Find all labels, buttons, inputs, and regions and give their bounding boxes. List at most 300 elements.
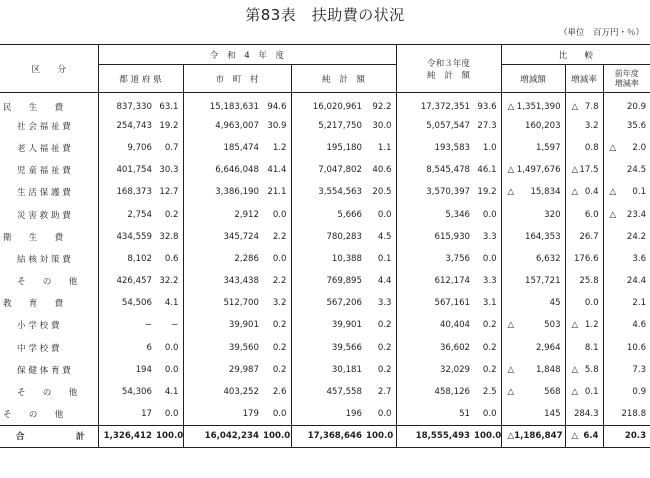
cell-prev-value: 2.0 <box>632 142 647 153</box>
cell-pref-pct: 100.0 <box>156 425 183 447</box>
cell-prev <box>603 226 650 248</box>
header-category: 区 分 <box>0 45 98 93</box>
cell-diff <box>501 115 565 137</box>
table-row <box>0 248 650 270</box>
cell-net-pct: 2.7 <box>377 387 392 398</box>
row-label <box>0 181 98 203</box>
cell-rate-value: 3.2 <box>584 120 599 131</box>
decrease-triangle-icon: △ <box>507 187 515 198</box>
cell-pref: 837,330 <box>98 93 156 115</box>
cell-rate <box>565 203 603 225</box>
cell-diff-value: 6,632 <box>535 253 561 264</box>
cell-diff-value: 160,203 <box>525 120 561 131</box>
cell-muni-pct: 0.2 <box>272 320 287 331</box>
cell-prev <box>603 115 650 137</box>
cell-rate-value: 17.5 <box>579 165 599 176</box>
cell-pref: 254,743 <box>98 115 156 137</box>
cell-diff <box>501 314 565 336</box>
cell-rate-value: 0.1 <box>584 387 599 398</box>
cell-r3-pct: 0.0 <box>482 253 497 264</box>
cell-prev <box>603 381 650 403</box>
row-label-text: そ の 他 <box>17 388 78 399</box>
cell-muni-pct: 0.0 <box>272 209 287 220</box>
cell-rate <box>565 248 603 270</box>
cell-rate <box>565 115 603 137</box>
header-net: 純 計 額 <box>291 65 396 93</box>
cell-rate-value: 0.0 <box>584 298 599 309</box>
row-label-text: 児 童 福 祉 費 <box>17 166 71 177</box>
cell-rate-value: 7.8 <box>584 101 599 112</box>
header-compare: 比 較 <box>501 45 650 65</box>
cell-net: 39,901 <box>291 314 366 336</box>
cell-prev-value: 3.6 <box>632 253 647 264</box>
cell-net: 195,180 <box>291 137 366 159</box>
cell-r3-pct: 3.1 <box>482 298 497 309</box>
cell-muni-pct: 2.2 <box>272 276 287 287</box>
cell-muni-pct: 21.1 <box>267 187 287 198</box>
cell-muni: 2,286 <box>183 248 263 270</box>
cell-diff <box>501 403 565 425</box>
cell-r3: 18,555,493 <box>396 425 474 447</box>
cell-diff-value: 157,721 <box>525 276 561 287</box>
header-diff: 増減額 <box>501 65 565 93</box>
header-r3 <box>396 45 501 93</box>
header-prev-rate <box>603 65 650 93</box>
decrease-triangle-icon: △ <box>571 320 579 331</box>
cell-r3-pct: 1.0 <box>482 142 497 153</box>
row-label-text: 中 学 校 費 <box>17 343 60 354</box>
cell-rate <box>565 403 603 425</box>
cell-muni-pct: 3.2 <box>272 298 287 309</box>
cell-diff <box>501 381 565 403</box>
table-row <box>0 403 650 425</box>
row-label <box>0 403 98 425</box>
cell-r3: 567,161 <box>396 292 474 314</box>
decrease-triangle-icon: △ <box>609 209 617 220</box>
cell-pref-pct: 63.1 <box>159 101 179 112</box>
cell-net-pct: 30.0 <box>372 120 392 131</box>
cell-net: 5,666 <box>291 203 366 225</box>
cell-rate <box>565 181 603 203</box>
row-label <box>0 203 98 225</box>
cell-rate-value: 26.7 <box>579 231 599 242</box>
cell-muni-pct: 30.9 <box>267 120 287 131</box>
decrease-triangle-icon: △ <box>571 187 579 198</box>
cell-r3: 5,057,547 <box>396 115 474 137</box>
cell-muni: 29,987 <box>183 359 263 381</box>
cell-prev <box>603 137 650 159</box>
table-row <box>0 381 650 403</box>
row-label-text: そ の 他 <box>3 409 64 420</box>
cell-r3: 36,602 <box>396 337 474 359</box>
row-label-text: 保 健 体 育 費 <box>17 365 71 376</box>
cell-pref-pct: 4.1 <box>164 387 179 398</box>
cell-pref-pct: 0.6 <box>164 253 179 264</box>
cell-r3: 193,583 <box>396 137 474 159</box>
cell-muni: 39,901 <box>183 314 263 336</box>
cell-rate <box>565 292 603 314</box>
cell-pref-pct: 0.2 <box>164 209 179 220</box>
row-label <box>0 359 98 381</box>
cell-pref: 168,373 <box>98 181 156 203</box>
cell-net-pct: 0.1 <box>377 253 392 264</box>
cell-pref: 401,754 <box>98 159 156 181</box>
cell-pref: 2,754 <box>98 203 156 225</box>
decrease-triangle-icon: △ <box>507 320 515 331</box>
cell-r3: 612,174 <box>396 270 474 292</box>
cell-rate <box>565 137 603 159</box>
cell-pref-pct: 19.2 <box>159 120 179 131</box>
cell-prev-value: 24.5 <box>626 165 647 176</box>
cell-prev-value: 7.3 <box>632 364 647 375</box>
row-label-text: 合 計 <box>15 432 85 443</box>
cell-net-pct: 0.2 <box>377 320 392 331</box>
cell-pref-pct: 0.0 <box>164 408 179 419</box>
table-row <box>0 93 650 115</box>
header-prev-rate-line1: 前年度 <box>614 68 639 78</box>
cell-muni-pct: 41.4 <box>267 165 287 176</box>
cell-net-pct: 4.4 <box>377 276 392 287</box>
table-row <box>0 137 650 159</box>
decrease-triangle-icon: △ <box>571 101 579 112</box>
table-row <box>0 314 650 336</box>
cell-muni-pct: 100.0 <box>263 425 291 447</box>
header-rate: 増減率 <box>565 65 603 93</box>
cell-pref: 426,457 <box>98 270 156 292</box>
cell-pref-pct: 0.0 <box>164 342 179 353</box>
cell-net: 39,566 <box>291 337 366 359</box>
cell-pref: 9,706 <box>98 137 156 159</box>
cell-net-pct: 1.1 <box>377 142 392 153</box>
cell-net: 3,554,563 <box>291 181 366 203</box>
cell-net: 30,181 <box>291 359 366 381</box>
assistance-expense-table <box>0 44 650 448</box>
decrease-triangle-icon: △ <box>507 364 515 375</box>
total-row <box>0 425 650 447</box>
cell-diff-value: 1,497,676 <box>516 165 561 176</box>
cell-pref: 8,102 <box>98 248 156 270</box>
header-r4: 令 和 4 年 度 <box>98 45 396 65</box>
cell-net: 769,895 <box>291 270 366 292</box>
cell-diff-value: 164,353 <box>525 231 561 242</box>
cell-muni-pct: 0.0 <box>272 408 287 419</box>
cell-diff-value: 45 <box>549 298 561 309</box>
cell-net: 10,388 <box>291 248 366 270</box>
cell-muni: 343,438 <box>183 270 263 292</box>
cell-prev-value: 24.4 <box>626 276 647 287</box>
table-row <box>0 203 650 225</box>
cell-prev-value: 2.1 <box>632 298 647 309</box>
cell-diff <box>501 337 565 359</box>
cell-diff <box>501 359 565 381</box>
row-label <box>0 93 98 115</box>
cell-muni-pct: 1.2 <box>272 142 287 153</box>
cell-net: 457,558 <box>291 381 366 403</box>
cell-net: 16,020,961 <box>291 93 366 115</box>
cell-pref-pct: 0.7 <box>164 142 179 153</box>
cell-r3: 458,126 <box>396 381 474 403</box>
row-label <box>0 425 98 447</box>
cell-r3-pct: 93.6 <box>477 101 497 112</box>
cell-muni-pct: 0.2 <box>272 342 287 353</box>
table-title: 第83表 扶助費の状況 <box>245 6 405 24</box>
cell-net-pct: 3.3 <box>377 298 392 309</box>
cell-prev <box>603 314 650 336</box>
cell-net: 780,283 <box>291 226 366 248</box>
row-label-text: 小 学 校 費 <box>17 321 60 332</box>
cell-prev-value: 0.1 <box>632 187 647 198</box>
row-label-text: 災 害 救 助 費 <box>17 210 71 221</box>
row-label-text: 民 生 費 <box>3 102 64 113</box>
cell-prev-value: 23.4 <box>626 209 647 220</box>
row-label <box>0 314 98 336</box>
cell-diff <box>501 226 565 248</box>
cell-diff <box>501 181 565 203</box>
decrease-triangle-icon: △ <box>507 431 515 442</box>
cell-pref-pct: 32.2 <box>159 276 179 287</box>
cell-net: 196 <box>291 403 366 425</box>
row-label-text: 教 育 費 <box>3 299 64 310</box>
cell-diff-value: 145 <box>544 408 561 419</box>
row-label <box>0 115 98 137</box>
cell-muni: 2,912 <box>183 203 263 225</box>
cell-net-pct: 0.2 <box>377 342 392 353</box>
decrease-triangle-icon: △ <box>571 431 579 442</box>
cell-pref-pct: − <box>171 320 179 331</box>
cell-prev-value: 24.2 <box>626 231 647 242</box>
cell-rate <box>565 270 603 292</box>
cell-diff <box>501 159 565 181</box>
cell-muni-pct: 94.6 <box>267 101 287 112</box>
cell-r3-pct: 46.1 <box>477 165 497 176</box>
cell-prev-value: 20.3 <box>624 431 647 442</box>
cell-muni: 15,183,631 <box>183 93 263 115</box>
cell-net-pct: 20.5 <box>372 187 392 198</box>
cell-pref: 194 <box>98 359 156 381</box>
cell-r3-pct: 2.5 <box>482 387 497 398</box>
unit-note: （単位 百万円・％） <box>558 28 644 38</box>
table-row <box>0 159 650 181</box>
cell-rate <box>565 93 603 115</box>
cell-r3: 32,029 <box>396 359 474 381</box>
header-r3-line2: 純 計 額 <box>427 70 471 81</box>
row-label <box>0 137 98 159</box>
cell-pref: 434,559 <box>98 226 156 248</box>
cell-rate <box>565 314 603 336</box>
cell-net: 17,368,646 <box>291 425 366 447</box>
cell-net-pct: 0.0 <box>377 408 392 419</box>
row-label <box>0 159 98 181</box>
cell-r3-pct: 100.0 <box>474 425 501 447</box>
cell-prev-value: 218.8 <box>621 408 647 419</box>
cell-rate <box>565 159 603 181</box>
cell-rate <box>565 381 603 403</box>
cell-rate <box>565 425 603 447</box>
decrease-triangle-icon: △ <box>571 387 579 398</box>
cell-pref-pct: 12.7 <box>159 187 179 198</box>
cell-muni: 16,042,234 <box>183 425 263 447</box>
cell-rate-value: 284.3 <box>573 408 599 419</box>
cell-net-pct: 92.2 <box>372 101 392 112</box>
row-label-text: 衛 生 費 <box>3 232 64 243</box>
cell-r3: 615,930 <box>396 226 474 248</box>
cell-net-pct: 100.0 <box>366 425 396 447</box>
cell-diff <box>501 270 565 292</box>
cell-rate <box>565 359 603 381</box>
row-label-text: そ の 他 <box>17 277 78 288</box>
decrease-triangle-icon: △ <box>507 387 515 398</box>
cell-prev-value: 35.6 <box>626 120 647 131</box>
cell-diff-value: 1,186,847 <box>514 431 563 442</box>
decrease-triangle-icon: △ <box>609 187 617 198</box>
cell-diff-value: 2,964 <box>535 342 561 353</box>
cell-diff-value: 568 <box>544 387 561 398</box>
table-row <box>0 337 650 359</box>
cell-diff <box>501 93 565 115</box>
cell-r3-pct: 0.2 <box>482 364 497 375</box>
cell-diff-value: 1,848 <box>535 364 561 375</box>
row-label <box>0 270 98 292</box>
cell-prev <box>603 93 650 115</box>
cell-prev-value: 20.9 <box>626 101 647 112</box>
cell-rate-value: 8.1 <box>584 342 599 353</box>
cell-rate-value: 6.4 <box>583 431 599 442</box>
cell-prev <box>603 159 650 181</box>
header-muni: 市 町 村 <box>183 65 291 93</box>
cell-rate-value: 25.8 <box>579 276 599 287</box>
cell-diff <box>501 137 565 159</box>
row-label-text: 生 活 保 護 費 <box>17 188 71 199</box>
cell-prev <box>603 403 650 425</box>
cell-muni: 6,646,048 <box>183 159 263 181</box>
cell-muni-pct: 2.6 <box>272 387 287 398</box>
cell-pref: 54,306 <box>98 381 156 403</box>
header-r3-line1: 令和３年度 <box>427 58 471 69</box>
row-label <box>0 381 98 403</box>
cell-prev <box>603 270 650 292</box>
cell-diff <box>501 292 565 314</box>
cell-r3: 5,346 <box>396 203 474 225</box>
cell-r3-pct: 0.2 <box>482 320 497 331</box>
cell-muni: 39,560 <box>183 337 263 359</box>
cell-r3: 17,372,351 <box>396 93 474 115</box>
cell-rate-value: 5.8 <box>584 364 599 375</box>
cell-muni: 512,700 <box>183 292 263 314</box>
cell-rate-value: 0.8 <box>584 142 599 153</box>
cell-net-pct: 0.0 <box>377 209 392 220</box>
cell-prev <box>603 292 650 314</box>
row-label <box>0 292 98 314</box>
cell-rate-value: 6.0 <box>584 209 599 220</box>
table-row <box>0 292 650 314</box>
cell-pref: 17 <box>98 403 156 425</box>
cell-muni-pct: 2.2 <box>272 231 287 242</box>
cell-diff <box>501 203 565 225</box>
cell-prev-value: 0.9 <box>632 387 647 398</box>
cell-net-pct: 4.5 <box>377 231 392 242</box>
cell-muni: 179 <box>183 403 263 425</box>
cell-diff <box>501 425 565 447</box>
cell-pref: 6 <box>98 337 156 359</box>
cell-r3-pct: 19.2 <box>477 187 497 198</box>
cell-muni-pct: 0.0 <box>272 253 287 264</box>
cell-net: 567,206 <box>291 292 366 314</box>
table-row <box>0 359 650 381</box>
cell-net: 5,217,750 <box>291 115 366 137</box>
cell-pref-pct: 4.1 <box>164 298 179 309</box>
cell-r3-pct: 0.0 <box>482 209 497 220</box>
decrease-triangle-icon: △ <box>507 165 515 176</box>
table-row <box>0 115 650 137</box>
cell-net-pct: 0.2 <box>377 364 392 375</box>
cell-prev <box>603 337 650 359</box>
cell-prev <box>603 248 650 270</box>
cell-rate-value: 0.4 <box>584 187 599 198</box>
cell-pref: − <box>98 314 156 336</box>
decrease-triangle-icon: △ <box>507 101 515 112</box>
cell-r3: 40,404 <box>396 314 474 336</box>
header-pref: 都 道 府 県 <box>98 65 183 93</box>
cell-pref-pct: 32.8 <box>159 231 179 242</box>
cell-rate-value: 176.6 <box>573 253 599 264</box>
cell-r3-pct: 0.0 <box>482 408 497 419</box>
cell-pref: 1,326,412 <box>98 425 156 447</box>
cell-r3: 3,570,397 <box>396 181 474 203</box>
decrease-triangle-icon: △ <box>609 142 617 153</box>
cell-pref-pct: 0.0 <box>164 364 179 375</box>
cell-muni: 345,724 <box>183 226 263 248</box>
table-row <box>0 270 650 292</box>
cell-diff-value: 503 <box>544 320 561 331</box>
cell-prev <box>603 181 650 203</box>
cell-prev <box>603 425 650 447</box>
cell-diff-value: 15,834 <box>530 187 561 198</box>
row-label <box>0 337 98 359</box>
cell-prev <box>603 203 650 225</box>
cell-prev <box>603 359 650 381</box>
cell-diff-value: 1,351,390 <box>516 101 561 112</box>
cell-muni: 403,252 <box>183 381 263 403</box>
cell-rate <box>565 337 603 359</box>
cell-diff-value: 320 <box>544 209 561 220</box>
cell-r3: 3,756 <box>396 248 474 270</box>
cell-r3-pct: 3.3 <box>482 276 497 287</box>
cell-net-pct: 40.6 <box>372 165 392 176</box>
cell-diff-value: 1,597 <box>535 142 561 153</box>
cell-pref: 54,506 <box>98 292 156 314</box>
cell-muni-pct: 0.2 <box>272 364 287 375</box>
cell-prev-value: 10.6 <box>626 342 647 353</box>
row-label-text: 老 人 福 祉 費 <box>17 143 71 154</box>
cell-diff <box>501 248 565 270</box>
row-label-text: 社 会 福 祉 費 <box>17 121 71 132</box>
decrease-triangle-icon: △ <box>571 364 579 375</box>
cell-r3: 51 <box>396 403 474 425</box>
table-row <box>0 226 650 248</box>
cell-r3-pct: 3.3 <box>482 231 497 242</box>
row-label <box>0 248 98 270</box>
cell-r3: 8,545,478 <box>396 159 474 181</box>
cell-net: 7,047,802 <box>291 159 366 181</box>
cell-rate <box>565 226 603 248</box>
cell-rate-value: 1.2 <box>584 320 599 331</box>
header-prev-rate-line2: 増減率 <box>614 78 639 88</box>
cell-muni: 4,963,007 <box>183 115 263 137</box>
row-label-text: 結 核 対 策 費 <box>17 254 71 265</box>
cell-pref-pct: 30.3 <box>159 165 179 176</box>
cell-muni: 185,474 <box>183 137 263 159</box>
decrease-triangle-icon: △ <box>571 165 579 176</box>
